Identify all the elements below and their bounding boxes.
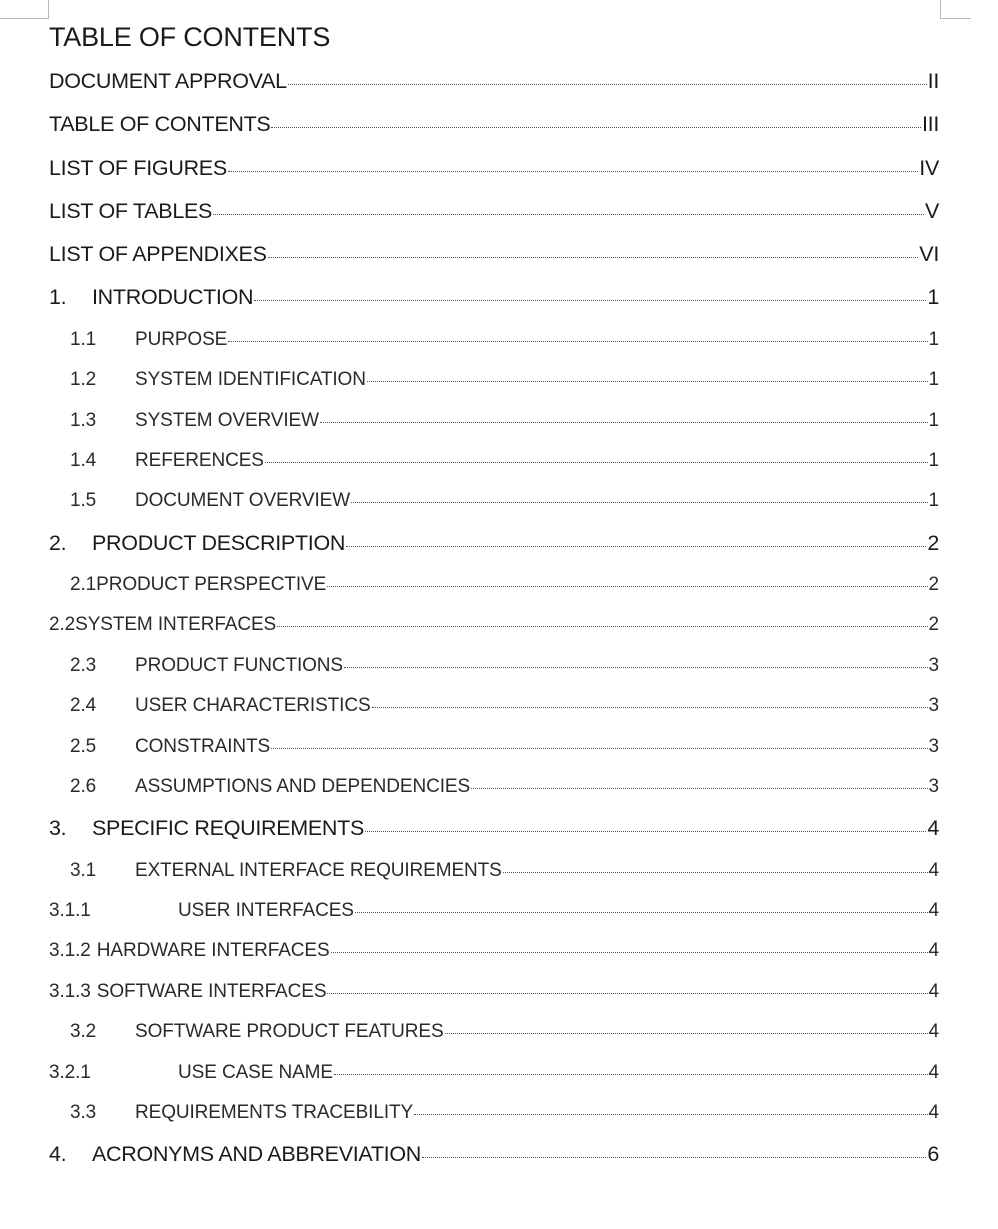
toc-entry-page: 6 [927,1142,939,1167]
toc-entry-number: 2.1 [70,574,97,596]
toc-entry[interactable] [49,320,939,360]
toc-entry-number: 2.6 [70,775,97,797]
toc-entry[interactable] [49,807,939,850]
toc-entry-page: 3 [928,654,939,676]
toc-entry[interactable] [49,605,939,645]
dot-leader [320,422,928,423]
toc-entry[interactable] [49,103,939,146]
toc-entry-label: USE CASE NAME [178,1061,333,1083]
dot-leader [346,546,926,547]
dot-leader [365,831,926,832]
toc-entry[interactable] [49,1012,939,1052]
dot-leader [277,626,927,627]
dot-leader [268,257,919,258]
crop-mark-top-right [940,0,971,19]
dot-leader [414,1114,927,1115]
toc-entry-page: 1 [928,369,939,391]
dot-leader [445,1033,928,1034]
crop-mark-top-left [0,0,49,19]
toc-entry-number: 1.2 [70,369,97,391]
dot-leader [213,214,924,215]
toc-entry-label: SYSTEM OVERVIEW [135,409,319,431]
toc-entry[interactable] [49,565,939,605]
toc-entry-number: 2.2 [49,614,76,636]
toc-entry-number: 3.1.2 [49,940,91,962]
dot-leader [327,993,927,994]
dot-leader [471,788,927,789]
toc-entry-number: 3.1.1 [49,900,91,922]
toc-entry[interactable] [49,686,939,726]
toc-entry-number: 2.4 [70,695,97,717]
toc-entry-label: PRODUCT DESCRIPTION [92,530,346,555]
toc-entry-label: SOFTWARE INTERFACES [96,980,327,1002]
toc-entry-page: III [921,112,939,137]
toc-entry-number: 2.3 [70,654,97,676]
toc-entry[interactable] [49,1133,939,1176]
toc-entry-page: 4 [928,1061,939,1083]
toc-entry-label: HARDWARE INTERFACES [96,940,330,962]
dot-leader [271,748,927,749]
toc-entry-number: 4. [49,1142,67,1167]
toc-entry-label: ASSUMPTIONS AND DEPENDENCIES [135,775,471,797]
toc-entry[interactable] [49,1053,939,1093]
toc-entry-label: EXTERNAL INTERFACE REQUIREMENTS [135,859,502,881]
toc-entry[interactable] [49,891,939,931]
toc-entry-label: SOFTWARE PRODUCT FEATURES [135,1021,444,1043]
toc-entry-label: SYSTEM INTERFACES [75,614,277,636]
toc-entry-page: 2 [927,530,939,555]
toc-entry-label: USER INTERFACES [178,900,354,922]
toc-entry-label: PRODUCT PERSPECTIVE [96,574,327,596]
toc-entry-page: 1 [927,285,939,310]
toc-entry[interactable] [49,931,939,971]
dot-leader [228,171,918,172]
dot-leader [422,1157,926,1158]
toc-entry-page: 1 [928,328,939,350]
toc-entry[interactable] [49,276,939,319]
toc-entry[interactable] [49,401,939,441]
toc-entry-page: 4 [927,816,939,841]
toc-entry-page: II [927,69,939,93]
toc-entry-number: 1.3 [70,409,97,431]
toc-entry-number: 1. [49,285,67,310]
toc-entry-page: 3 [928,775,939,797]
toc-entry-label: INTRODUCTION [92,285,254,310]
toc-title: TABLE OF CONTENTS [49,22,331,52]
dot-leader [344,667,928,668]
toc-entry-page: 1 [928,409,939,431]
toc-entry-page: 4 [928,900,939,922]
toc-entry-label: SYSTEM IDENTIFICATION [135,369,366,391]
dot-leader [331,952,928,953]
toc-entry-label: REQUIREMENTS TRACEBILITY [135,1102,414,1124]
dot-leader [503,872,928,873]
toc-entry-page: 4 [928,940,939,962]
dot-leader [327,586,927,587]
toc-entry-label: REFERENCES [135,449,264,471]
dot-leader [334,1074,928,1075]
dot-leader [265,462,928,463]
toc-entry-page: 2 [928,614,939,636]
toc-entry-number: 2. [49,530,67,555]
toc-entry-number: 3.2.1 [49,1061,91,1083]
toc-entry[interactable] [49,1093,939,1133]
toc-entry-number: 3.1.3 [49,980,91,1002]
toc-entry[interactable] [49,646,939,686]
dot-leader [367,381,928,382]
toc-entry[interactable] [49,233,939,276]
toc-entry-label: ACRONYMS AND ABBREVIATION [92,1142,422,1167]
toc-entry-number: 1.5 [70,490,97,512]
toc-entry-label: LIST OF TABLES [49,198,213,223]
toc-entry-label: PURPOSE [135,328,228,350]
toc-entry[interactable] [49,727,939,767]
toc-entry-page: 4 [928,1102,939,1124]
toc-entry[interactable] [49,147,939,190]
dot-leader [372,707,928,708]
toc-entry-page: 1 [928,449,939,471]
toc-entry-number: 3.1 [70,859,97,881]
toc-entry[interactable] [49,441,939,481]
toc-entry-number: 3.3 [70,1102,97,1124]
dot-leader [271,127,920,128]
toc-entry[interactable] [49,60,939,103]
dot-leader [228,341,927,342]
table-of-contents [49,14,939,1177]
toc-entry-label: LIST OF FIGURES [49,155,227,180]
toc-entry-label: SPECIFIC REQUIREMENTS [92,816,365,841]
toc-entry-number: 3.2 [70,1021,97,1043]
toc-entry[interactable] [49,481,939,521]
dot-leader [351,502,927,503]
toc-entry[interactable] [49,190,939,233]
toc-entry-label: CONSTRAINTS [135,735,271,757]
toc-entry-number: 1.4 [70,449,97,471]
toc-entry-page: IV [919,155,939,180]
toc-entry-page: V [924,198,939,223]
toc-entry-label: DOCUMENT APPROVAL [49,69,287,93]
toc-entry-page: VI [919,242,939,267]
toc-entry[interactable] [49,767,939,807]
toc-entry-label: TABLE OF CONTENTS [49,112,271,137]
toc-entry-label: DOCUMENT OVERVIEW [135,490,351,512]
toc-entry-page: 4 [928,1021,939,1043]
toc-entry-page: 4 [928,859,939,881]
toc-entry[interactable] [49,360,939,400]
toc-entry[interactable] [49,972,939,1012]
toc-entry-label: LIST OF APPENDIXES [49,242,267,267]
toc-entry-number: 3. [49,816,67,841]
toc-entry-label: PRODUCT FUNCTIONS [135,654,344,676]
dot-leader [254,300,926,301]
toc-entry-page: 2 [928,574,939,596]
dot-leader [288,84,927,85]
dot-leader [355,912,928,913]
toc-entry-label: USER CHARACTERISTICS [135,695,371,717]
toc-entry-page: 4 [928,980,939,1002]
toc-entry[interactable] [49,851,939,891]
toc-entry-page: 3 [928,695,939,717]
toc-entry[interactable] [49,522,939,565]
toc-entry-page: 1 [928,490,939,512]
toc-entry-page: 3 [928,735,939,757]
toc-entry-number: 2.5 [70,735,97,757]
toc-entry-number: 1.1 [70,328,97,350]
